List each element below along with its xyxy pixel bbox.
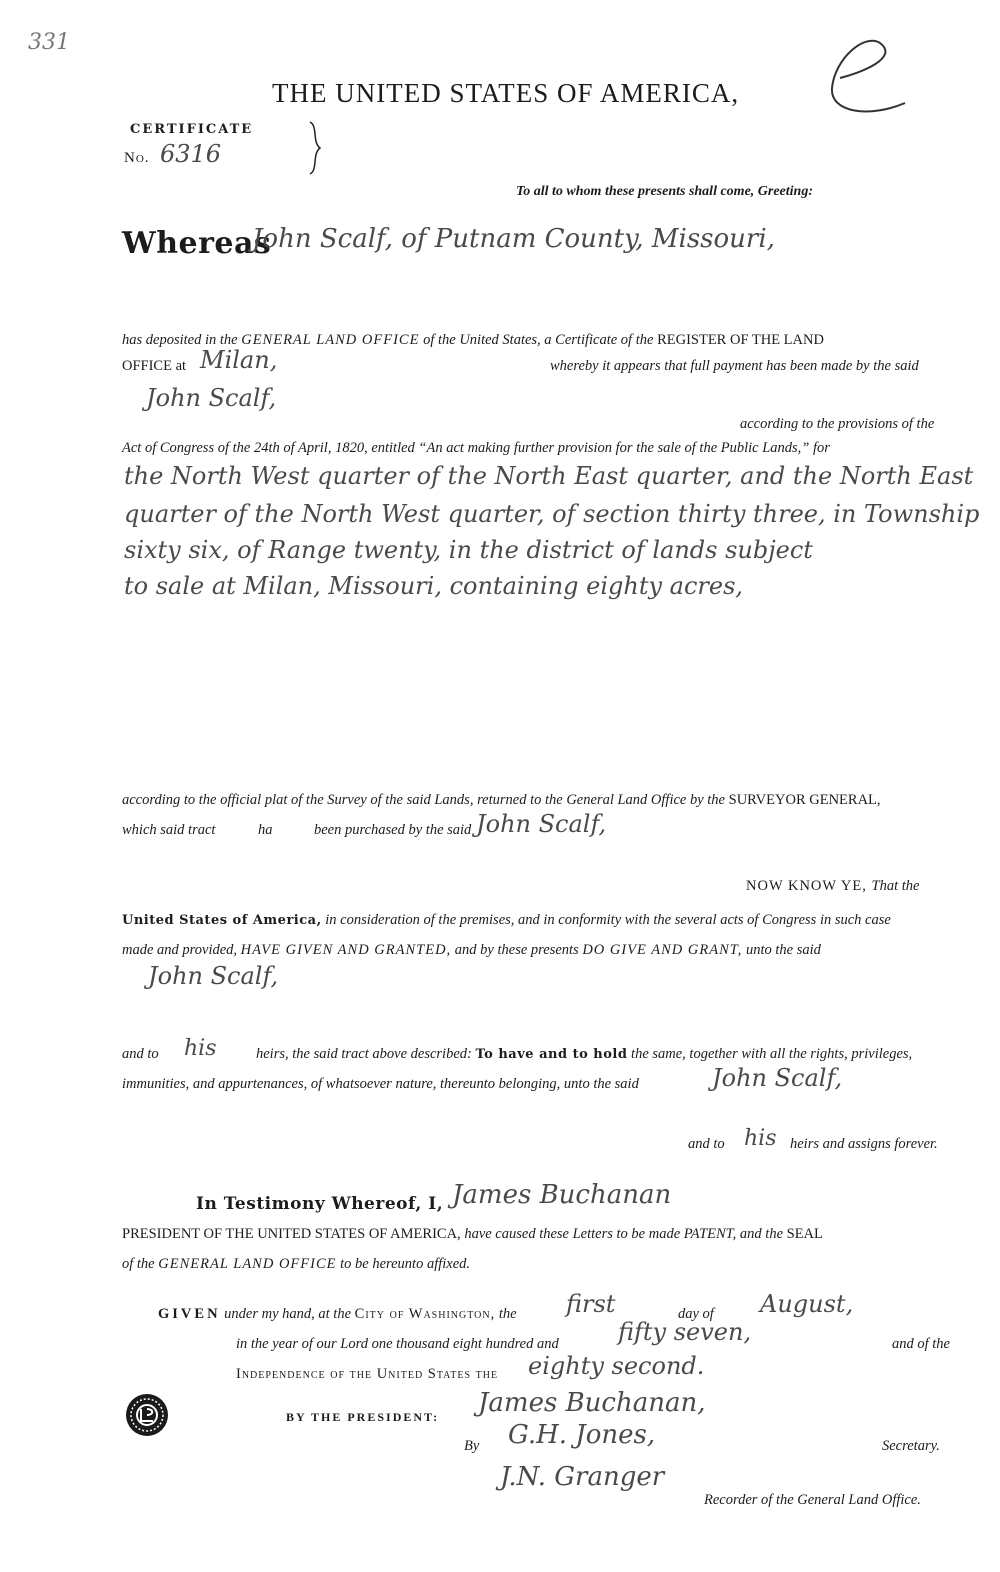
testimony-line-1: In Testimony Whereof, I, xyxy=(196,1194,444,1214)
description-line-3: sixty six, of Range twenty, in the district of lands subject xyxy=(124,536,813,564)
deposit-line-2b: whereby it appears that full payment has been made by the said xyxy=(550,358,919,374)
president-signature: James Buchanan, xyxy=(478,1388,706,1418)
certificate-number: 6316 xyxy=(160,140,222,168)
given-independence-year: eighty second. xyxy=(528,1352,705,1380)
given-day: first xyxy=(566,1290,616,1318)
certificate-no-label: No. xyxy=(124,150,150,166)
deposit-line-2a: OFFICE at xyxy=(122,358,187,374)
grant-his-2: his xyxy=(744,1126,777,1151)
description-line-1: the North West quarter of the North East quarter, and the North East xyxy=(124,462,974,490)
secretary-signature: G.H. Jones, xyxy=(508,1420,656,1450)
by-label: By xyxy=(464,1438,480,1454)
given-day-of: day of xyxy=(678,1306,714,1322)
greeting: To all to whom these presents shall come, Greeting: xyxy=(516,184,813,199)
given-month: August, xyxy=(760,1290,854,1318)
given-line-2: in the year of our Lord one thousand eight hundred and xyxy=(236,1336,559,1352)
survey-line-2b: ha xyxy=(258,822,273,838)
deposit-line-1: has deposited in the GENERAL LAND OFFICE of the United States, a Certificate of the REGISTER OF THE LAND xyxy=(122,332,824,348)
grant-now-know: NOW KNOW YE, That the xyxy=(746,878,920,894)
deposit-line-4: according to the provisions of the xyxy=(740,416,935,432)
corner-e-mark xyxy=(810,18,920,128)
testimony-president-name: James Buchanan xyxy=(452,1180,672,1210)
testimony-line-2: PRESIDENT OF THE UNITED STATES OF AMERICA, have caused these Letters to be made PATENT, and the SEAL xyxy=(122,1226,823,1242)
whereas-word: Whereas xyxy=(122,226,272,261)
grant-line-7a: and to xyxy=(688,1136,725,1152)
brace-mark xyxy=(306,120,326,176)
certificate-label: CERTIFICATE xyxy=(130,122,254,137)
deposit-place: Milan, xyxy=(200,346,278,374)
grant-name: John Scalf, xyxy=(148,962,279,990)
by-the-president: BY THE PRESIDENT: xyxy=(286,1410,440,1424)
grant-his-1: his xyxy=(184,1036,217,1061)
recorder-label: Recorder of the General Land Office. xyxy=(704,1492,921,1508)
whereas-name: John Scalf, of Putnam County, Missouri, xyxy=(252,224,775,254)
given-and-of-the: and of the xyxy=(892,1336,950,1352)
given-year: fifty seven, xyxy=(618,1318,752,1346)
survey-line-2a: which said tract xyxy=(122,822,216,838)
document-title: THE UNITED STATES OF AMERICA, xyxy=(272,78,740,108)
given-line-1: GIVEN under my hand, at the City of Washington, the xyxy=(158,1306,517,1322)
grant-line-3: made and provided, HAVE GIVEN AND GRANTED, and by these presents DO GIVE AND GRANT, unto the said xyxy=(122,942,821,958)
description-line-2: quarter of the North West quarter, of section thirty three, in Township xyxy=(124,500,980,528)
secretary-label: Secretary. xyxy=(882,1438,940,1454)
grant-line-5a: and to xyxy=(122,1046,159,1062)
description-line-4: to sale at Milan, Missouri, containing eighty acres, xyxy=(124,572,744,600)
grant-line-7b: heirs and assigns forever. xyxy=(790,1136,938,1152)
survey-name: John Scalf, xyxy=(476,810,607,838)
grant-line-2: United States of America, in consideration of the premises, and in conformity with the several acts of Congress in such case xyxy=(122,912,891,928)
grant-name-2: John Scalf, xyxy=(712,1064,843,1092)
deposit-line-5: Act of Congress of the 24th of April, 1820, entitled “An act making further provision for the sale of the Public Lands,” for xyxy=(122,440,830,456)
survey-line-2c: been purchased by the said xyxy=(314,822,472,838)
deposit-name: John Scalf, xyxy=(146,384,277,412)
general-land-office-seal xyxy=(124,1392,170,1438)
recorder-signature: J.N. Granger xyxy=(500,1462,665,1492)
survey-line-1: according to the official plat of the Survey of the said Lands, returned to the General Land Office by the SURVEYOR GENERAL, xyxy=(122,792,881,808)
grant-line-5b: heirs, the said tract above described: To have and to hold the same, together with all the rights, privileges, xyxy=(256,1046,913,1062)
corner-page-number: 331 xyxy=(28,30,70,55)
given-line-3: Independence of the United States the xyxy=(236,1366,499,1382)
testimony-line-3: of the GENERAL LAND OFFICE to be hereunto affixed. xyxy=(122,1256,471,1272)
grant-line-6: immunities, and appurtenances, of whatsoever nature, thereunto belonging, unto the said xyxy=(122,1076,639,1092)
